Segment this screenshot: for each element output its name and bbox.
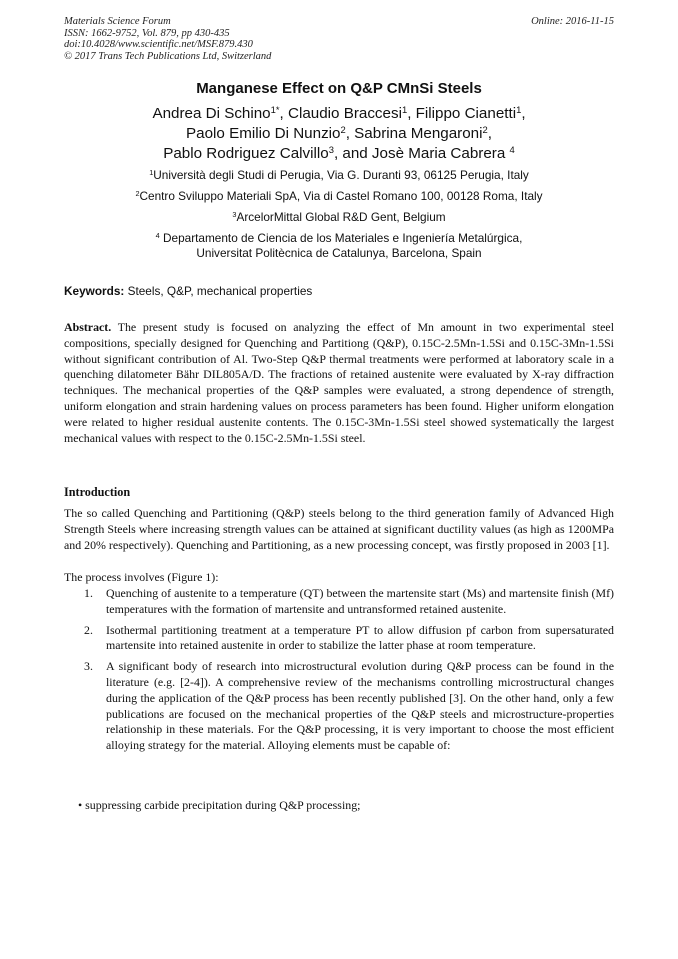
author-list — [0, 104, 678, 164]
author-name: , and Josè Maria Cabrera — [333, 145, 510, 162]
author-line-3 — [0, 144, 678, 164]
author-name: , Sabrina Mengaroni — [345, 125, 483, 142]
list-text: Quenching of austenite to a temperature (QT) between the martensite start (Ms) and martensite finish (Mf) temperatures with the formation of martensite and untransformed retained austenite. — [106, 586, 614, 616]
list-number: 1. — [84, 586, 93, 600]
doi-line: doi:10.4028/www.scientific.net/MSF.879.430 — [64, 39, 253, 51]
keywords-label: Keywords: — [64, 284, 125, 298]
journal-name: Materials Science Forum — [64, 16, 171, 27]
journal-header — [64, 16, 271, 62]
issn-line: ISSN: 1662-9752, Vol. 879, pp 430-435 — [64, 27, 230, 39]
list-number: 3. — [84, 659, 93, 674]
abstract-label: Abstract. — [64, 320, 112, 334]
affiliation-4: $^4$ Departamento de Ciencia de los Materiales e Ingeniería Metalúrgica, Universitat Politècnica de Catalunya, Barcelona, Spain — [155, 230, 523, 260]
bullet-item: • suppressing carbide precipitation during Q&P processing; — [78, 798, 361, 812]
author-affil-mark: 4 — [509, 143, 515, 155]
introduction-paragraph: The so called Quenching and Partitioning (Q&P) steels belong to the third generation family of Advanced High Strength Steels where increasing strength values can be attained at significant ductility values (as high as 1200MPa and 20% respectively). Quenching and Partitioning, as a new processing concept, was firstly proposed in 2003 [1]. — [64, 506, 614, 552]
author-line-2 — [0, 124, 678, 144]
affiliation-1: $^1$Università degli Studi di Perugia, Via G. Duranti 93, 06125 Perugia, Italy — [149, 167, 529, 182]
author-line-1 — [0, 104, 678, 124]
author-affil-mark: 1* — [270, 103, 280, 115]
list-item — [64, 586, 614, 618]
list-text: A significant body of research into microstructural evolution during Q&P process can be found in the literature (e.g. [2-4]). A comprehensive review of the mechanisms controlling microstructural changes during the application of the Q&P process has been recently published [3]. On the other hand, only a few publications are focused on the mechanical properties of the Q&P steels and microstructure-properties relationship in these materials. For the Q&P processing, it is very important to choose the most efficient alloying strategy for the material. Alloying elements must be capable of: — [106, 659, 614, 753]
author-name: , Claudio Braccesi — [279, 105, 402, 122]
author-separator: , — [487, 125, 492, 142]
section-heading-introduction: Introduction — [64, 485, 131, 499]
author-affil-mark: 2 — [482, 123, 488, 135]
author-affil-mark: 1 — [516, 103, 522, 115]
author-affil-mark: 2 — [340, 123, 346, 135]
process-intro: The process involves (Figure 1): — [64, 570, 219, 584]
keywords-text: Steels, Q&P, mechanical properties — [124, 284, 313, 298]
affiliation-3: $^3$ArcelorMittal Global R&D Gent, Belgium — [232, 209, 446, 224]
copyright-line: © 2017 Trans Tech Publications Ltd, Switzerland — [64, 50, 272, 62]
list-number: 2. — [84, 622, 93, 637]
abstract-text: The present study is focused on analyzing the effect of Mn amount in two experimental steel compositions, specially designed for Quenching and Partitiong (Q&P), 0.15C-2.5Mn-1.5Si and 0.15C-3Mn-1.5Si without significant contribution of Al. Two-Step Q&P thermal treatments were performed at laboratory scale in a quenching dilatometer Bähr DIL805A/D. The fractions of retained austenite were evaluated by X-ray diffraction techniques. The mechanical properties of the Q&P samples were evaluated, a strong dependence of strength, uniform elongation and strain hardening values on process parameters has been found. Higher uniform elongation were related to higher residual austenite contents. The 0.15C-3Mn-1.5Si steel showed systematically the largest mechanical values with respect to the 0.15C-2.5Mn-1.5Si steel. — [64, 320, 614, 445]
author-separator: , — [521, 105, 526, 122]
author-name: Andrea Di Schino — [152, 105, 271, 122]
list-item — [64, 623, 614, 655]
paper-title: Manganese Effect on Q&P CMnSi Steels — [196, 80, 482, 97]
keywords — [64, 284, 312, 298]
author-name: Paolo Emilio Di Nunzio — [186, 125, 341, 142]
online-date: Online: 2016-11-15 — [531, 16, 614, 27]
affiliation-2: $^2$Centro Sviluppo Materiali SpA, Via di Castel Romano 100, 00128 Roma, Italy — [135, 188, 543, 203]
author-name: Pablo Rodriguez Calvillo — [163, 145, 329, 162]
abstract — [64, 320, 614, 446]
list-text: Isothermal partitioning treatment at a temperature PT to allow diffusion pf carbon from supersaturated martensite into retained austenite in order to stabilize the latter phase at room temperature. — [106, 622, 614, 653]
author-affil-mark: 1 — [401, 103, 408, 115]
list-item — [64, 659, 614, 754]
author-name: , Filippo Cianetti — [407, 105, 517, 122]
author-affil-mark: 3 — [328, 143, 334, 155]
affiliations — [0, 168, 678, 267]
process-steps — [64, 586, 614, 759]
